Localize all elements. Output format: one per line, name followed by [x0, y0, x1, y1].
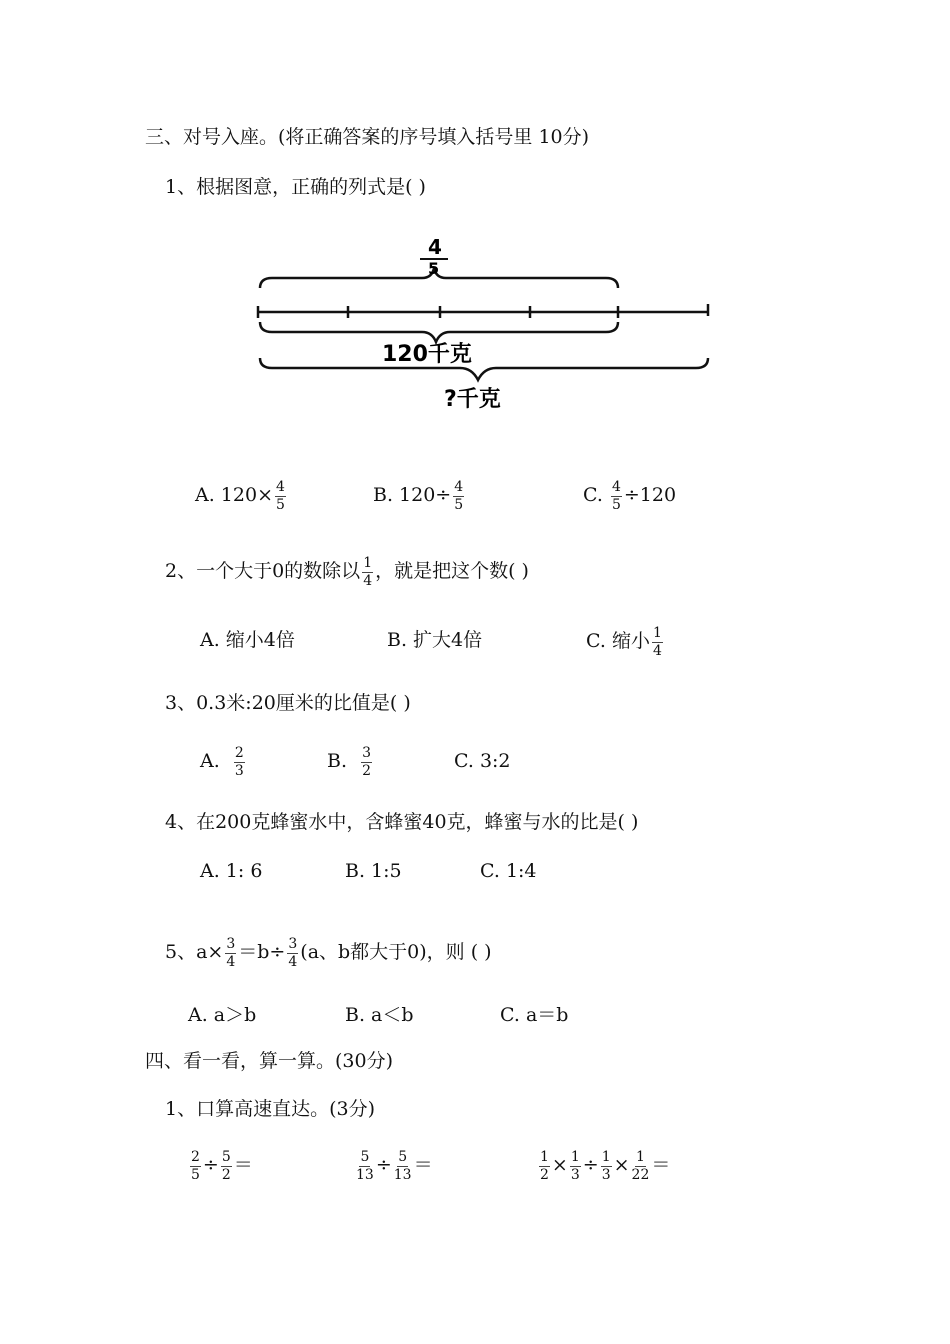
e1-frac-1: [190, 1150, 201, 1182]
e3-op2: ÷: [582, 1154, 599, 1177]
q4-option-c: C. 1:4: [480, 860, 537, 882]
frac-den: 3: [234, 762, 244, 779]
q2-c-label: C. 缩小: [586, 630, 650, 653]
frac-num: 2: [234, 745, 244, 761]
frac-den: 22: [631, 1166, 650, 1183]
calc-expression-2: [354, 1150, 433, 1182]
diagram-unknown-label: ?千克: [444, 387, 501, 412]
q3-option-a: [200, 746, 247, 778]
e1-eq: ＝: [233, 1154, 253, 1177]
q5-fraction-2: [287, 937, 298, 969]
q1-b-label: B. 120÷: [373, 484, 452, 507]
e1-op: ÷: [202, 1154, 219, 1177]
q5-stem-p3: (a、b都大于0)，则 ( ): [300, 941, 492, 964]
frac-num: 3: [288, 936, 298, 952]
frac-num: 1: [570, 1149, 580, 1165]
frac-num: 3: [362, 745, 372, 761]
e3-op3: ×: [613, 1154, 630, 1177]
diagram-top-frac-den: 5: [428, 259, 440, 278]
frac-den: 5: [611, 496, 621, 513]
frac-num: 4: [611, 479, 621, 495]
q2-stem-post: ，就是把这个数( ): [375, 560, 529, 583]
q3-a-label: A.: [200, 750, 220, 773]
q3-a-fraction: [234, 746, 245, 778]
frac-den: 13: [356, 1166, 374, 1183]
frac-den: 3: [570, 1166, 580, 1183]
q1-a-fraction: [275, 480, 286, 512]
q1-stem: 1、根据图意，正确的列式是( ): [165, 176, 426, 198]
section4-title: 四、看一看，算一算。(30分): [145, 1050, 394, 1072]
e2-frac-1: [356, 1150, 374, 1182]
e3-frac-3: [601, 1150, 612, 1182]
frac-den: 4: [652, 642, 662, 659]
frac-den: 2: [362, 762, 372, 779]
frac-num: 1: [635, 1149, 645, 1165]
frac-den: 4: [288, 953, 298, 970]
e3-op1: ×: [551, 1154, 568, 1177]
frac-den: 5: [191, 1166, 200, 1183]
q1-b-fraction: [453, 480, 464, 512]
q5-option-a: A. a＞b: [188, 1004, 257, 1026]
frac-num: 4: [454, 479, 464, 495]
q5-option-c: C. a＝b: [500, 1004, 569, 1026]
e2-op: ÷: [375, 1154, 392, 1177]
frac-num: 1: [652, 625, 662, 641]
q2-stem: [165, 556, 529, 588]
q3-b-fraction: [361, 746, 372, 778]
q1-option-a: [195, 480, 288, 512]
q4-option-b: B. 1:5: [345, 860, 402, 882]
q1-c-label: C.: [583, 484, 603, 507]
q3-b-label: B.: [327, 750, 348, 773]
q4-stem: 4、在200克蜂蜜水中，含蜂蜜40克，蜂蜜与水的比是( ): [165, 811, 639, 833]
frac-den: 13: [393, 1166, 412, 1183]
frac-den: 2: [540, 1166, 549, 1183]
q1-a-label: A. 120×: [195, 484, 273, 507]
q5-option-b: B. a＜b: [345, 1004, 414, 1026]
q3-option-c: C. 3:2: [454, 750, 511, 772]
q1-c-fraction: [611, 480, 622, 512]
frac-den: 4: [226, 953, 236, 970]
frac-num: 2: [191, 1149, 200, 1165]
frac-num: 1: [363, 555, 373, 571]
frac-den: 2: [221, 1166, 231, 1183]
q3-stem: 3、0.3米:20厘米的比值是( ): [165, 692, 411, 714]
q5-fraction-1: [225, 937, 236, 969]
q1-option-b: [373, 480, 466, 512]
frac-den: 5: [454, 496, 464, 513]
frac-den: 3: [601, 1166, 611, 1183]
e1-frac-2: [221, 1150, 232, 1182]
e3-frac-2: [570, 1150, 581, 1182]
q5-stem: [165, 937, 492, 969]
frac-num: 4: [276, 479, 285, 495]
frac-num: 1: [601, 1149, 611, 1165]
calc-expression-3: [537, 1150, 670, 1182]
q1-option-c: [583, 480, 676, 512]
frac-num: 1: [540, 1149, 549, 1165]
q1-c-tail: ÷120: [623, 484, 677, 507]
q2-option-b: B. 扩大4倍: [387, 629, 483, 651]
frac-num: 5: [398, 1149, 408, 1165]
section3-title: 三、对号入座。(将正确答案的序号填入括号里 10分): [145, 126, 590, 148]
diagram-top-frac-num: 4: [428, 235, 442, 259]
frac-num: 5: [221, 1149, 231, 1165]
q5-stem-p2: ＝b÷: [238, 941, 286, 964]
e2-frac-2: [394, 1150, 412, 1182]
e2-eq: ＝: [413, 1154, 433, 1177]
frac-den: 4: [363, 572, 373, 589]
q2-stem-fraction: [362, 556, 373, 588]
e3-frac-4: [632, 1150, 650, 1182]
q1-diagram: [250, 230, 720, 415]
q5-stem-p1: 5、a×: [165, 941, 224, 964]
q2-stem-pre: 2、一个大于0的数除以: [165, 560, 361, 583]
frac-num: 5: [360, 1149, 370, 1165]
frac-num: 3: [226, 936, 236, 952]
frac-den: 5: [276, 496, 285, 513]
section4-sub1: 1、口算高速直达。(3分): [165, 1098, 376, 1120]
q4-option-a: A. 1: 6: [200, 860, 263, 882]
diagram-known-label: 120千克: [382, 342, 472, 367]
q2-option-c: [586, 626, 665, 658]
q2-c-fraction: [652, 626, 663, 658]
e3-eq: ＝: [651, 1154, 671, 1177]
q3-option-b: [327, 746, 374, 778]
e3-frac-1: [539, 1150, 550, 1182]
q2-option-a: A. 缩小4倍: [200, 629, 295, 651]
calc-expression-1: [188, 1150, 253, 1182]
